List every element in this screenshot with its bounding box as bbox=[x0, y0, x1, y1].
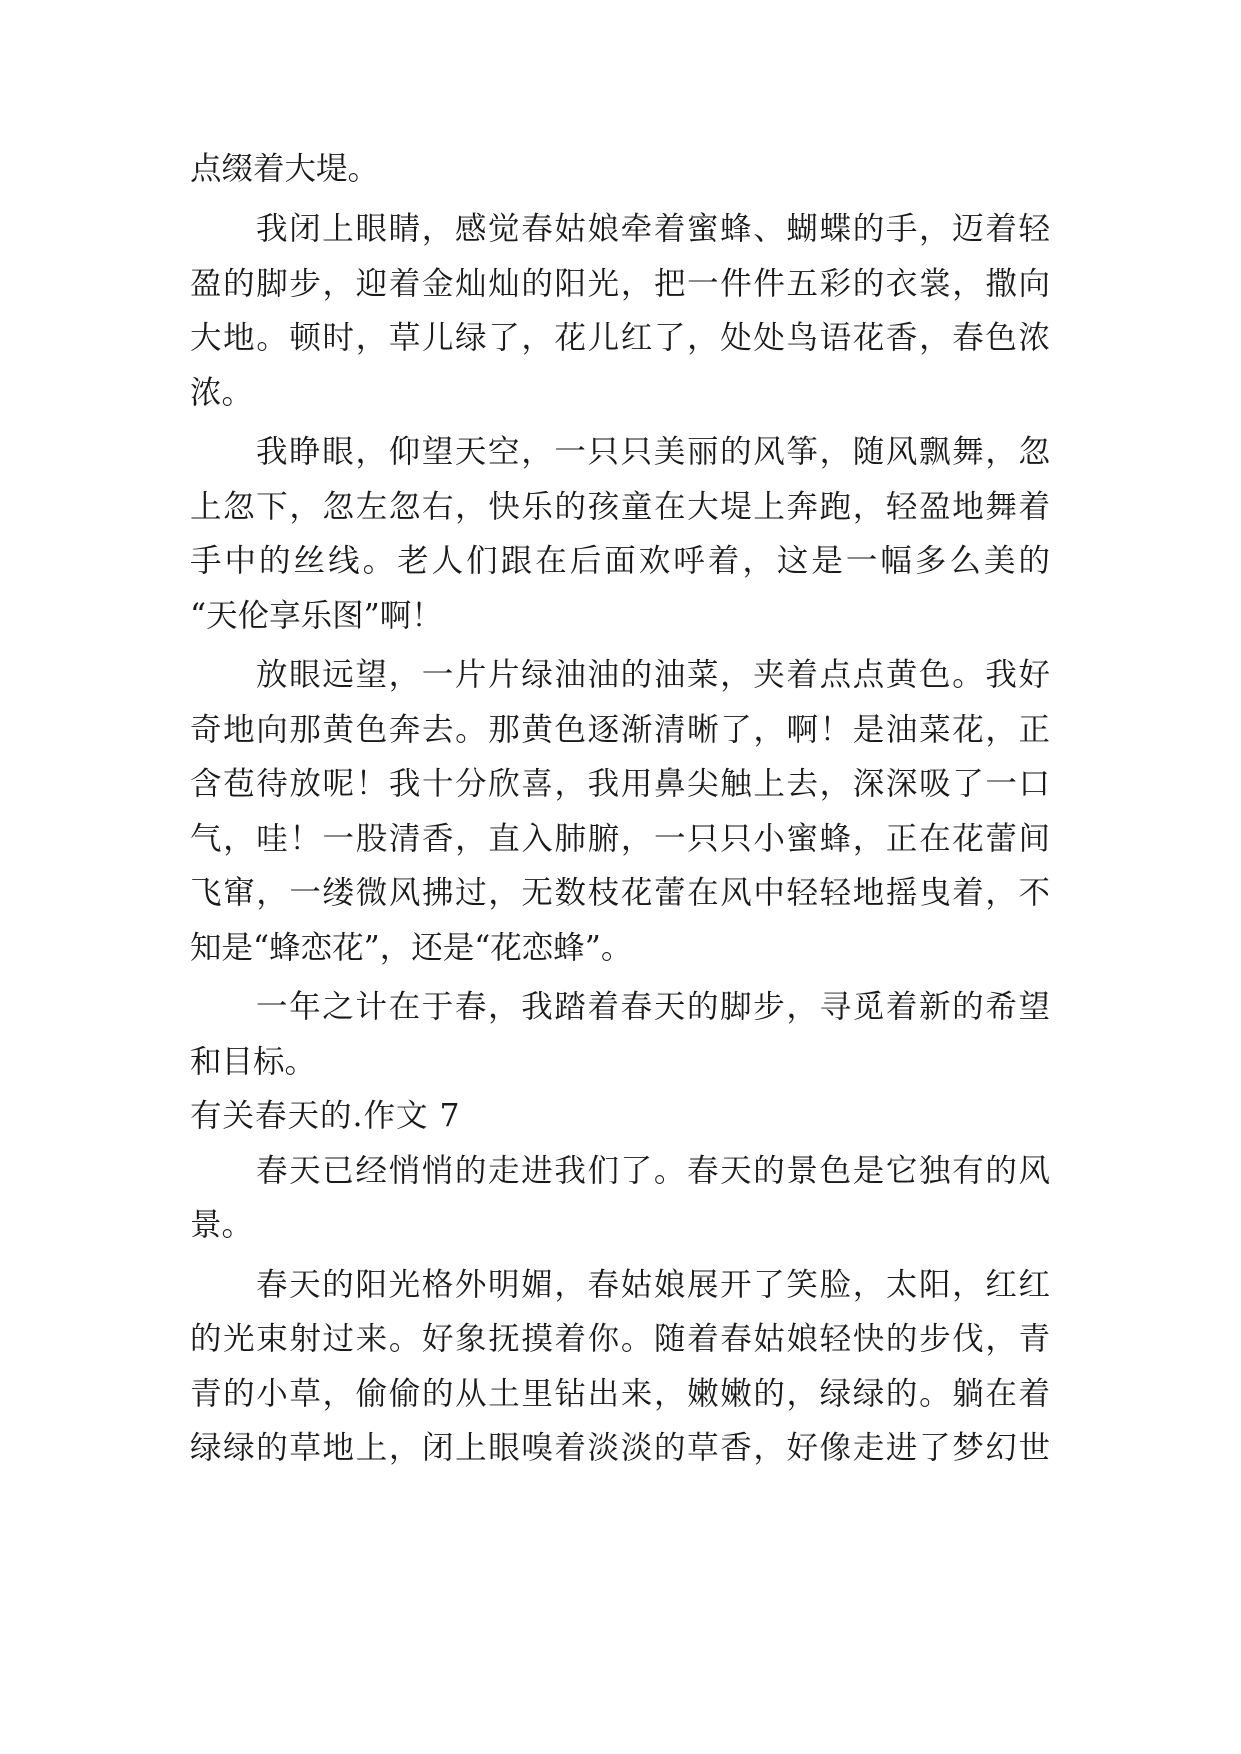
text-line: 我睁眼，仰望天空，一只只美丽的风筝，随风飘舞，忽 bbox=[256, 434, 1050, 470]
text-line: 气，哇！一股清香，直入肺腑，一只只小蜜蜂，正在花蕾间 bbox=[190, 821, 1050, 857]
text-line: 浓。 bbox=[190, 375, 254, 411]
text-line: 手中的丝线。老人们跟在后面欢呼着，这是一幅多么美的 bbox=[190, 543, 1050, 579]
text-line: 点缀着大堤。 bbox=[190, 151, 380, 187]
text-line: 上忽下，忽左忽右，快乐的孩童在大堤上奔跑，轻盈地舞着 bbox=[190, 489, 1050, 525]
text-line: 青的小草，偷偷的从土里钻出来，嫩嫩的，绿绿的。躺在着 bbox=[190, 1376, 1050, 1412]
text-line: 春天已经悄悄的走进我们了。春天的景色是它独有的风 bbox=[256, 1153, 1050, 1189]
text-line: 和目标。 bbox=[190, 1044, 317, 1080]
text-line: 盈的脚步，迎着金灿灿的阳光，把一件件五彩的衣裳，撒向 bbox=[190, 266, 1050, 302]
text-line: 一年之计在于春，我踏着春天的脚步，寻觅着新的希望 bbox=[256, 989, 1050, 1025]
text-line: 知是“蜂恋花”，还是“花恋蜂”。 bbox=[190, 930, 633, 966]
text-line: 含苞待放呢！我十分欣喜，我用鼻尖触上去，深深吸了一口 bbox=[190, 766, 1050, 802]
text-line: 放眼远望，一片片绿油油的油菜，夹着点点黄色。我好 bbox=[256, 657, 1050, 693]
text-line: 飞窜，一缕微风拂过，无数枝花蕾在风中轻轻地摇曳着，不 bbox=[190, 875, 1050, 911]
section-heading: 有关春天的.作文 7 bbox=[190, 1098, 461, 1134]
text-line: 大地。顿时，草儿绿了，花儿红了，处处鸟语花香，春色浓 bbox=[190, 320, 1050, 356]
text-line: 春天的阳光格外明媚，春姑娘展开了笑脸，太阳，红红 bbox=[256, 1267, 1050, 1303]
text-line: 奇地向那黄色奔去。那黄色逐渐清晰了，啊！是油菜花，正 bbox=[190, 712, 1050, 748]
text-line: “天伦享乐图”啊！ bbox=[190, 598, 443, 634]
text-line: 绿绿的草地上，闭上眼嗅着淡淡的草香，好像走进了梦幻世 bbox=[190, 1430, 1050, 1466]
text-line: 的光束射过来。好象抚摸着你。随着春姑娘轻快的步伐，青 bbox=[190, 1321, 1050, 1357]
text-line: 景。 bbox=[190, 1207, 254, 1243]
text-line: 我闭上眼睛，感觉春姑娘牵着蜜蜂、蝴蝶的手，迈着轻 bbox=[256, 211, 1050, 247]
